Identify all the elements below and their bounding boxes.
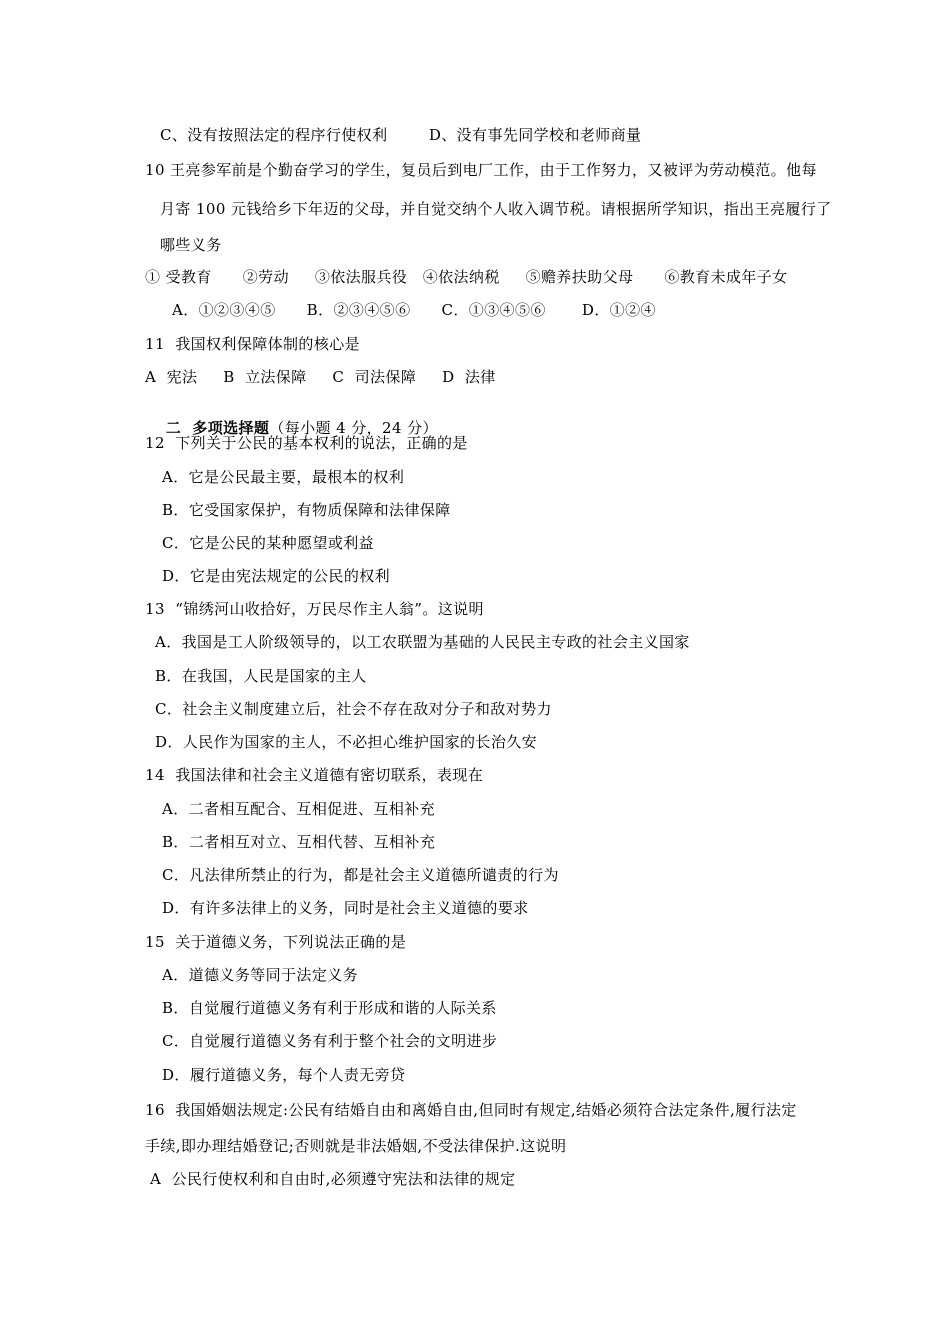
q13-stem: 13 “锦绣河山收拾好，万民尽作主人翁”。这说明 bbox=[145, 600, 484, 618]
q13-option-b: B．在我国，人民是国家的主人 bbox=[155, 667, 367, 685]
q10-duty-list: ① 受教育 ②劳动 ③依法服兵役 ④依法纳税 ⑤赡养扶助父母 ⑥教育未成年子女 bbox=[145, 268, 788, 286]
q15-option-b: B．自觉履行道德义务有利于形成和谐的人际关系 bbox=[162, 999, 497, 1017]
q11-options: A 宪法 B 立法保障 C 司法保障 D 法律 bbox=[145, 368, 496, 386]
q15-option-c: C．自觉履行道德义务有利于整个社会的文明进步 bbox=[162, 1032, 498, 1050]
q11-stem: 11 我国权利保障体制的核心是 bbox=[145, 335, 361, 353]
q14-option-c: C．凡法律所禁止的行为，都是社会主义道德所谴责的行为 bbox=[162, 866, 559, 884]
section-heading-note: （每小题 4 分，24 分） bbox=[269, 419, 438, 437]
q15-stem: 15 关于道德义务，下列说法正确的是 bbox=[145, 933, 407, 951]
section-heading-title: 二 多项选择题 bbox=[165, 419, 270, 437]
q14-stem: 14 我国法律和社会主义道德有密切联系，表现在 bbox=[145, 766, 484, 784]
q13-option-a: A．我国是工人阶级领导的，以工农联盟为基础的人民民主专政的社会主义国家 bbox=[155, 633, 690, 651]
q16-stem-line1: 16 我国婚姻法规定:公民有结婚自由和离婚自由,但同时有规定,结婚必须符合法定条件,履行法定 bbox=[145, 1101, 797, 1119]
q16-option-a: A 公民行使权利和自由时,必须遵守宪法和法律的规定 bbox=[150, 1170, 516, 1188]
q9-options-cd: C、没有按照法定的程序行使权利 D、没有事先同学校和老师商量 bbox=[160, 126, 642, 144]
q12-stem: 12 下列关于公民的基本权利的说法，正确的是 bbox=[145, 434, 468, 452]
q14-option-a: A．二者相互配合、互相促进、互相补充 bbox=[162, 800, 436, 818]
q10-stem-line1: 10 王亮参军前是个勤奋学习的学生，复员后到电厂工作，由于工作努力，又被评为劳动模范。他每 bbox=[145, 161, 817, 179]
q16-stem-line2: 手续,即办理结婚登记;否则就是非法婚姻,不受法律保护.这说明 bbox=[145, 1137, 567, 1155]
q12-option-a: A．它是公民最主要，最根本的权利 bbox=[162, 468, 405, 486]
q14-option-d: D．有许多法律上的义务，同时是社会主义道德的要求 bbox=[162, 899, 529, 917]
q15-option-a: A．道德义务等同于法定义务 bbox=[162, 966, 359, 984]
q13-option-c: C．社会主义制度建立后，社会不存在敌对分子和敌对势力 bbox=[155, 700, 552, 718]
q10-stem-line3: 哪些义务 bbox=[160, 236, 222, 254]
q12-option-d: D．它是由宪法规定的公民的权利 bbox=[162, 567, 391, 585]
q10-options: A．①②③④⑤ B．②③④⑤⑥ C．①③④⑤⑥ D．①②④ bbox=[172, 301, 656, 319]
q12-option-b: B．它受国家保护，有物质保障和法律保障 bbox=[162, 501, 451, 519]
q10-stem-line2: 月寄 100 元钱给乡下年迈的父母，并自觉交纳个人收入调节税。请根据所学知识，指出王亮履行了 bbox=[160, 200, 832, 218]
q14-option-b: B．二者相互对立、互相代替、互相补充 bbox=[162, 833, 436, 851]
q13-option-d: D．人民作为国家的主人，不必担心维护国家的长治久安 bbox=[155, 733, 538, 751]
q12-option-c: C．它是公民的某种愿望或利益 bbox=[162, 534, 375, 552]
q15-option-d: D．履行道德义务，每个人责无旁贷 bbox=[162, 1066, 406, 1084]
